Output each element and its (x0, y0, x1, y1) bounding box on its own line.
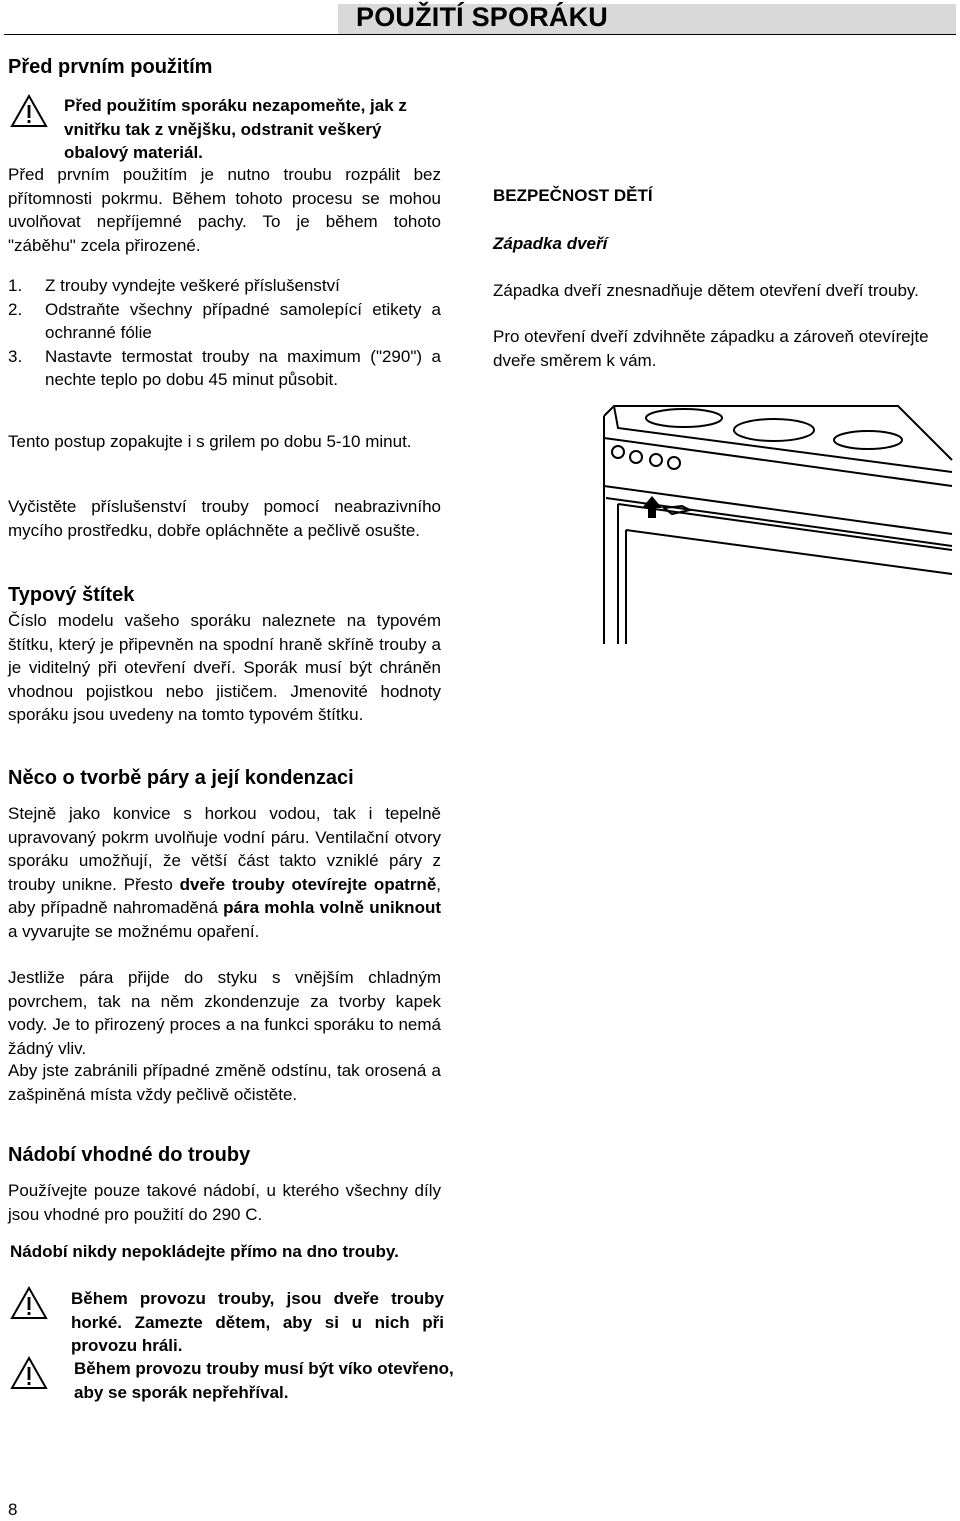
step-text: Nastavte termostat trouby na maximum ("290") a nechte teplo po dobu 45 minut působit. (45, 346, 441, 389)
page-number: 8 (8, 1500, 18, 1519)
page-title: POUŽITÍ SPORÁKU (355, 2, 608, 32)
steam-text: a vyvarujte se možnému opaření. (8, 921, 260, 941)
before-first-use-heading: Před prvním použitím (8, 56, 213, 78)
steam-paragraph-3: Aby jste zabránili případné změně odstínu, tak orosená a zašpiněná místa vždy pečlivě očistěte. (8, 1061, 441, 1104)
burn-in-intro: Před prvním použitím je nutno troubu rozpálit bez přítomnosti pokrmu. Během tohoto procesu se mohou uvolňovat nepříjemné pachy. To je během tohoto "záběhu" zcela přirozené. (8, 165, 441, 255)
door-latch-text-1: Západka dveří znesnadňuje dětem otevření dveří trouby. (493, 281, 919, 300)
header-divider (4, 34, 956, 35)
cookware-bold-note: Nádobí nikdy nepokládejte přímo na dno trouby. (10, 1242, 399, 1261)
door-latch-heading: Západka dveří (493, 234, 608, 253)
child-safety-heading: BEZPEČNOST DĚTÍ (493, 186, 653, 205)
packaging-warning: Před použitím sporáku nezapomeňte, jak z vnitřku tak z vnějšku, odstranit veškerý obalový materiál. (64, 96, 407, 162)
list-item (8, 274, 441, 298)
rating-plate-heading: Typový štítek (8, 584, 135, 606)
steam-emphasis-open-door: dveře trouby otevírejte opatrně (179, 874, 437, 894)
cookware-text: Používejte pouze takové nádobí, u kterého všechny díly jsou vhodné pro použití do 290 C. (8, 1181, 441, 1224)
lid-open-warning: Během provozu trouby musí být víko otevřeno, aby se sporák nepřehříval. (74, 1359, 454, 1402)
cleaning-note: Vyčistěte příslušenství trouby pomocí neabrazivního mycího prostředku, dobře opláchněte a pečlivě osušte. (8, 497, 441, 540)
grill-note: Tento postup zopakujte i s grilem po dobu 5-10 minut. (8, 432, 412, 451)
steam-emphasis-escape: pára mohla volně uniknout (223, 898, 441, 917)
steam-paragraph-1 (8, 802, 441, 943)
warning-icon (10, 94, 48, 128)
steam-text: , aby případně nahromaděná (8, 874, 442, 917)
warning-icon (10, 1286, 48, 1320)
steam-heading: Něco o tvorbě páry a její kondenzaci (8, 767, 354, 789)
step-text: Odstraňte všechny případné samolepící etikety a ochranné fólie (45, 299, 441, 342)
list-item (8, 298, 441, 345)
step-number: 1. (8, 276, 23, 295)
rating-plate-text: Číslo modelu vašeho sporáku naleznete na typovém štítku, který je připevněn na spodní hraně skříně trouby a je viditelný při otevření dveří. Sporák musí být chráněn vhodnou pojistkou nebo jističem. Jmenovité hodnoty sporáku jsou uvedeny na tomto typovém štítku. (8, 611, 441, 724)
steam-paragraph-2: Jestliže pára přijde do styku s vnějším chladným povrchem, tak na něm zkondenzuje za tvorby kapek vody. Je to přirozený proces a na funkci sporáku to nemá žádný vliv. (8, 968, 441, 1058)
cookware-heading: Nádobí vhodné do trouby (8, 1144, 251, 1166)
step-text: Z trouby vyndejte veškeré příslušenství (45, 276, 340, 295)
stove-door-latch-illustration (598, 400, 954, 650)
warning-icon (10, 1356, 48, 1390)
burn-in-steps (8, 274, 441, 392)
hot-door-warning: Během provozu trouby, jsou dveře trouby horké. Zamezte dětem, aby si u nich při provozu hráli. (71, 1289, 444, 1355)
door-latch-text-2: Pro otevření dveří zdvihněte západku a zároveň otevírejte dveře směrem k vám. (493, 327, 929, 370)
step-number: 2. (8, 299, 23, 319)
step-number: 3. (8, 346, 23, 366)
steam-text: Stejně jako konvice s horkou vodou, tak i tepelně upravovaný pokrm uvolňuje vodní páru. Ventilační otvory sporáku umožňují, že větší část takto vzniklé páry z trouby unikne. Přesto (8, 804, 441, 894)
list-item (8, 345, 441, 392)
